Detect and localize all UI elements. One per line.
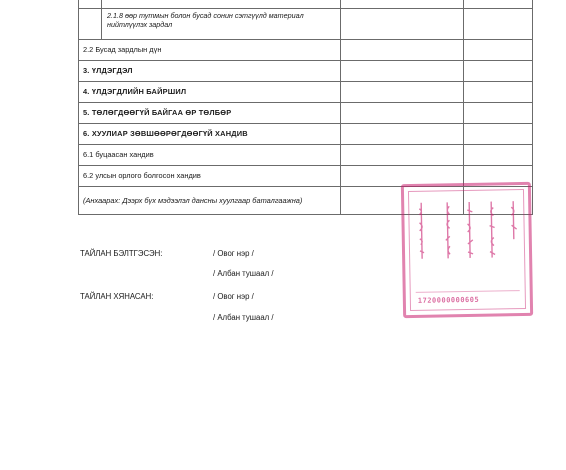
value-cell [341, 124, 464, 145]
value-cell [341, 40, 464, 61]
table-row [79, 124, 533, 145]
prepared-by-name: / Овог нэр / [213, 249, 254, 258]
value-cell [464, 103, 533, 124]
value-cell [341, 82, 464, 103]
stamp-script-column [444, 200, 452, 262]
value-cell [464, 0, 533, 9]
reviewed-by-name: / Овог нэр / [213, 292, 254, 301]
value-cell [341, 145, 464, 166]
table-row [79, 9, 533, 40]
reviewed-by-label: ТАЙЛАН ХЯНАСАН: [80, 292, 154, 301]
table-row [79, 145, 533, 166]
row-label: 2.2 Бусад зардлын дүн [79, 40, 341, 61]
table-row [79, 40, 533, 61]
reviewed-by-position: / Албан тушаал / [213, 313, 274, 322]
row-label: 6.1 буцаасан хандив [79, 145, 341, 166]
section-heading: 4. ҮЛДЭГДЛИЙН БАЙРШИЛ [79, 82, 341, 103]
table-row [79, 103, 533, 124]
value-cell [341, 9, 464, 40]
row-label: 2.1.8 өөр тутмын болон бусад сонин сэтгүүлд материал нийтлүүлэх зардал [107, 11, 304, 29]
row-label: 6.2 улсын орлого болгосон хандив [79, 166, 341, 187]
value-cell [464, 40, 533, 61]
table-row [79, 82, 533, 103]
value-cell [464, 124, 533, 145]
value-cell [464, 61, 533, 82]
table-row [79, 61, 533, 82]
note-text: (Анхаарах: Дээрх бүх мэдээлэл дансны хуулгаар баталгаажна) [79, 187, 341, 215]
section-heading: 6. ХУУЛИАР ЗӨВШӨӨРӨГДӨӨГҮЙ ХАНДИВ [79, 124, 341, 145]
value-cell [464, 145, 533, 166]
stamp-script-column [466, 200, 474, 262]
prepared-by-label: ТАЙЛАН БЭЛТГЭСЭН: [80, 249, 163, 258]
stamp-script-column [418, 201, 426, 263]
value-cell [341, 103, 464, 124]
official-stamp [401, 182, 533, 318]
section-heading: 5. ТӨЛӨГДӨӨГҮЙ БАЙГАА ӨР ТӨЛБӨР [79, 103, 341, 124]
table-row [79, 0, 533, 9]
stamp-number: 1720000000605 [417, 295, 480, 305]
row-label [102, 0, 340, 8]
prepared-by-position: / Албан тушаал / [213, 269, 274, 278]
value-cell [341, 61, 464, 82]
section-heading: 3. ҮЛДЭГДЭЛ [79, 61, 341, 82]
value-cell [341, 0, 464, 9]
stamp-script-column [488, 200, 496, 262]
value-cell [464, 82, 533, 103]
stamp-script-column [510, 199, 518, 261]
value-cell [464, 9, 533, 40]
